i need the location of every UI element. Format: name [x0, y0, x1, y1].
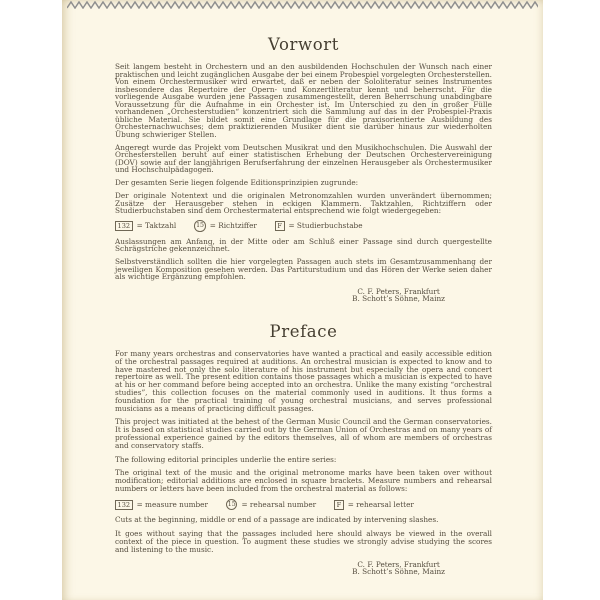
preface-paragraph-1: For many years orchestras and conservatories have wanted a practical and easily accessible edition of the orchestral passages required at auditions. An orchestral musician is expected to know and to have mastered not only the solo literature of his instrument but especially the opera and concert repertoire as well. The present edition contains those passages which a musician is expected to have at his or her command before being accepted into an orchestra. Unlike the many existing “orchestral studies”, this collection focuses on the material commonly used in auditions. It thus forms a foundation for the practical training of young orchestral musicians, and serves professional musicians as a means of practicing difficult passages.	[115, 349, 492, 413]
page-content	[62, 0, 543, 576]
publisher-line-schott: B. Schott’s Söhne, Mainz	[352, 294, 445, 304]
preface-section	[115, 303, 492, 576]
measure-number-label: = Taktzahl	[136, 221, 177, 231]
vorwort-notation-legend	[115, 220, 492, 232]
vorwort-paragraph-4: Auslassungen am Anfang, in der Mitte oder am Schluß einer Passage sind durch quergestellte Schrägstriche gekennzeichnet.	[115, 236, 492, 253]
vorwort-publisher-signature	[352, 288, 445, 304]
preface-paragraph-4: Cuts at the beginning, middle or end of a passage are indicated by intervening slashes.	[115, 515, 439, 525]
publisher-line-schott: B. Schott’s Söhne, Mainz	[352, 567, 445, 577]
rehearsal-letter-label: = Studierbuchstabe	[288, 221, 363, 231]
vorwort-paragraph-5: Selbstverständlich sollten die hier vorgelegten Passagen auch stets im Gesamtzusammenhang der jeweiligen Komposition gesehen werden. Das Partiturstudium und das Hören der Werke seien daher als wichtige Ergänzung empfohlen.	[115, 257, 492, 281]
vorwort-paragraph-3: Der originale Notentext und die originalen Metronomzahlen wurden unverändert übernommen; Zusätze der Herausgeber stehen in eckigen Klammern. Taktzahlen, Richtziffern oder Studierbuchstaben sind dem Orchestermaterial entsprechend wie folgt wiedergegeben:	[115, 191, 492, 215]
preface-principles-intro: The following editorial principles underlie the entire series:	[115, 454, 337, 464]
rehearsal-number-circle: 15	[226, 499, 238, 511]
rehearsal-letter-box: F	[334, 500, 344, 510]
preface-paragraph-5: It goes without saying that the passages included here should always be viewed in the overall context of the piece in question. To augment these studies we strongly advise studying the scores and listening to the music.	[115, 529, 492, 554]
rehearsal-number-label: = rehearsal number	[241, 500, 317, 510]
preface-notation-legend	[115, 499, 492, 511]
book-page	[62, 0, 543, 600]
vorwort-principles-intro: Der gesamten Serie liegen folgende Editionsprinzipien zugrunde:	[115, 178, 359, 187]
rehearsal-letter-box: F	[275, 221, 285, 231]
publisher-line-peters: C. F. Peters, Frankfurt	[357, 559, 440, 569]
vorwort-paragraph-2: Angeregt wurde das Projekt vom Deutschen Musikrat und den Musikhochschulen. Die Auswahl der Orchesterstellen beruht auf einer statistischen Erhebung der Deutschen Orchestervereinigung (DOV) sowie auf der langjährigen Berufserfahrung der einzelnen Herausgeber als Orchestermusiker und Hochschulpädagogen.	[115, 142, 492, 174]
measure-number-box: 132	[115, 221, 133, 231]
vorwort-paragraph-1: Seit langem besteht in Orchestern und an den ausbildenden Hochschulen der Wunsch nach einer praktischen und leicht zugänglichen Ausgabe der bei einem Probespiel vorgelegten Orchesterstellen. Von einem Orchestermusiker wird erwartet, daß er neben der Sololiteratur seines Instrumentes insbesondere das Repertoire der Opern- und Konzertliteratur kennt und beherrscht. Für die vorliegende Ausgabe wurden jene Passagen zusammengestellt, deren Beherrschung unabdingbare Voraussetzung für die Aufnahme in ein Orchester ist. Im Unterschied zu den in großer Fülle vorhandenen „Orchesterstudien“ konzentriert sich die Sammlung auf das in der Probespiel-Praxis übliche Material. Sie bildet somit eine Grundlage für die praxisorientierte Ausbildung des Orchesternachwuchses; dem praktizierenden Musiker dient sie darüber hinaus zur wiederholten Übung schwieriger Stellen.	[115, 62, 492, 139]
measure-number-box: 132	[115, 500, 133, 510]
preface-paragraph-3: The original text of the music and the original metronome marks have been taken over without modification; editorial additions are enclosed in square brackets. Measure numbers and rehearsal numbers or letters have been included from the orchestral material as follows:	[115, 468, 492, 494]
publisher-line-peters: C. F. Peters, Frankfurt	[357, 286, 440, 296]
rehearsal-letter-label: = rehearsal letter	[347, 500, 414, 510]
rehearsal-number-circle: 15	[194, 220, 206, 232]
vorwort-title: Vorwort	[268, 35, 339, 54]
vorwort-section	[115, 0, 492, 303]
preface-paragraph-2: This project was initiated at the behest of the German Music Council and the German conservatories. It is based on statistical studies carried out by the German Union of Orchestras and on many years of professional experience gained by the editors themselves, all of whom are members of orchestras and conservatory staffs.	[115, 417, 492, 450]
measure-number-label: = measure number	[136, 500, 208, 510]
rehearsal-number-label: = Richtziffer	[209, 221, 257, 231]
preface-publisher-signature	[352, 561, 445, 577]
preface-title: Preface	[269, 322, 338, 342]
